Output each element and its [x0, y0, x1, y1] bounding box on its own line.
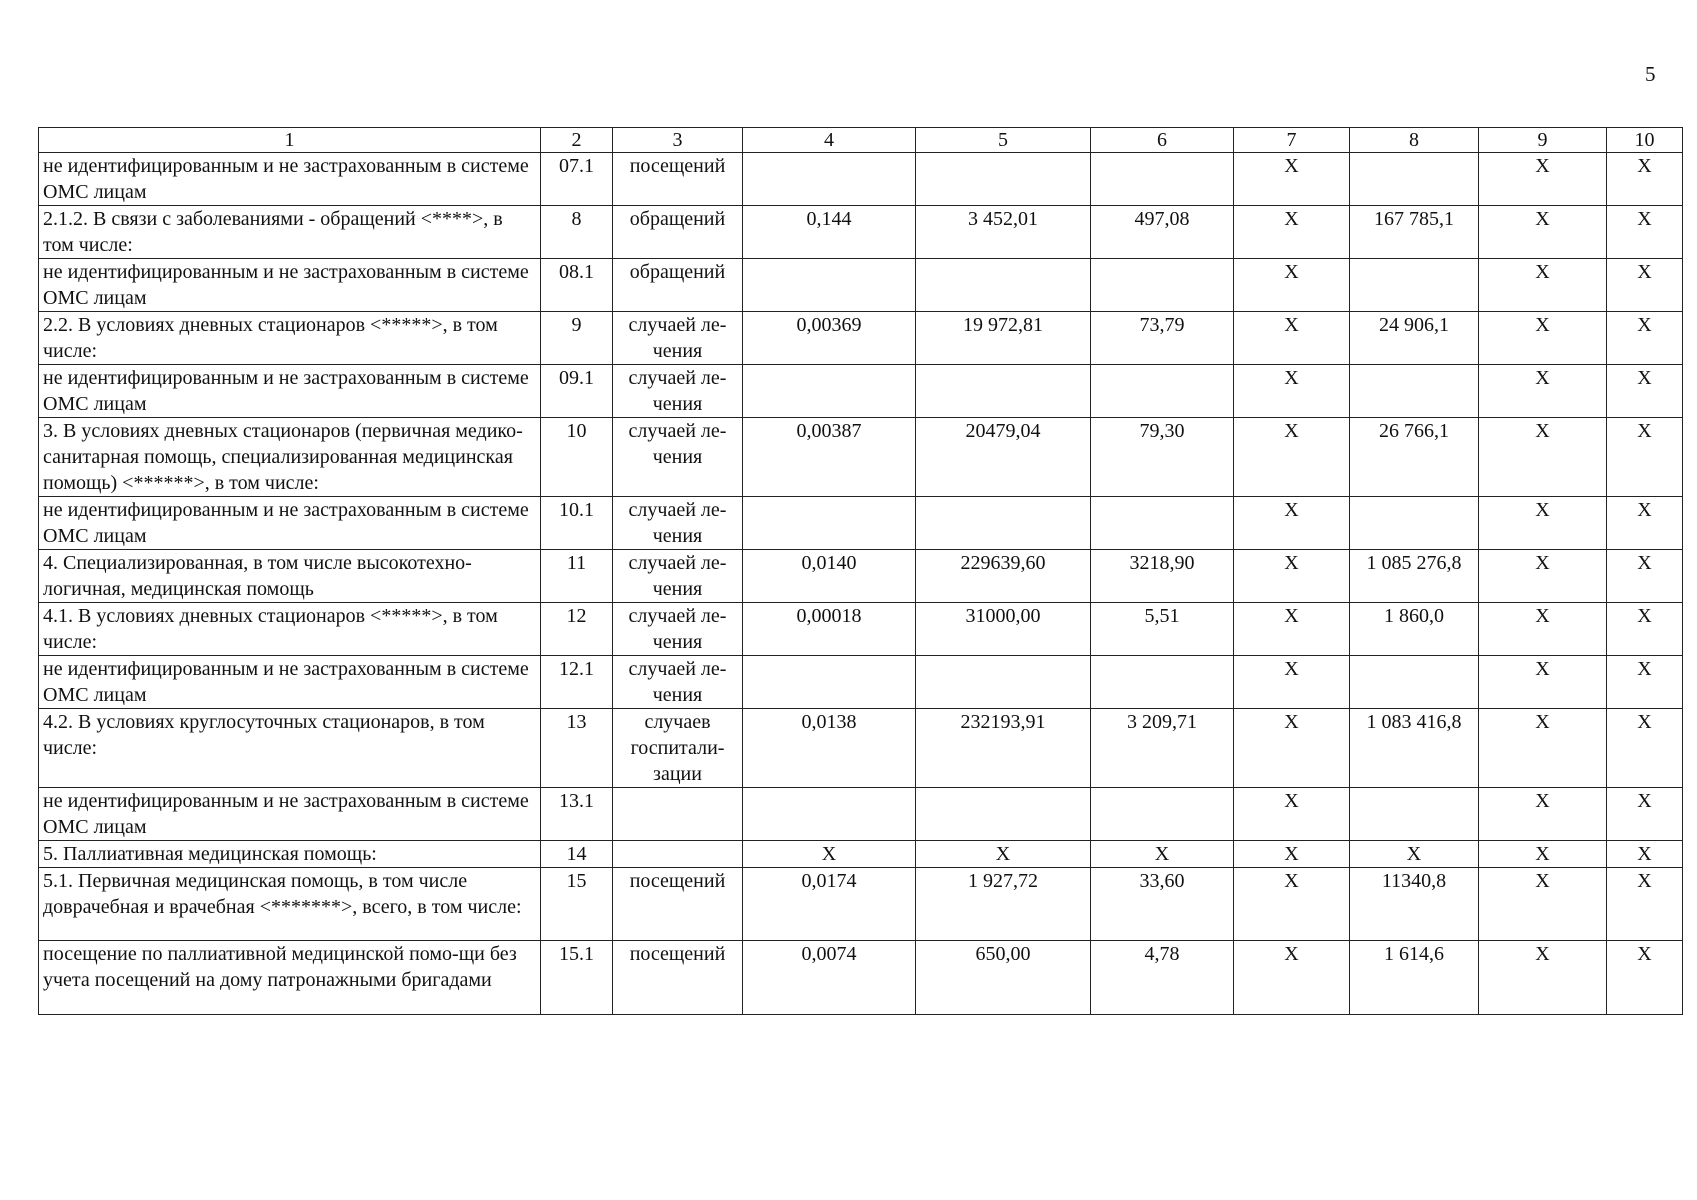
unit: случаей ле-чения: [613, 418, 743, 497]
table-row: [39, 868, 1683, 941]
unit: случаей ле-чения: [613, 365, 743, 418]
col7-value: X: [1234, 418, 1350, 497]
col9-value: X: [1479, 550, 1607, 603]
col6-value: [1091, 497, 1234, 550]
col5-value: [916, 656, 1091, 709]
col9-value: X: [1479, 418, 1607, 497]
indicator-name: не идентифицированным и не застрахованным в системе ОМС лицам: [39, 259, 541, 312]
col4-value: 0,144: [743, 206, 916, 259]
unit: посещений: [613, 868, 743, 941]
col6-value: 3218,90: [1091, 550, 1234, 603]
unit: случаей ле-чения: [613, 550, 743, 603]
row-code: 09.1: [541, 365, 613, 418]
indicator-name: 3. В условиях дневных стационаров (первичная медико-санитарная помощь, специализированная медицинская помощь) <******>, в том числе:: [39, 418, 541, 497]
unit: посещений: [613, 941, 743, 1015]
col10-value: X: [1607, 656, 1683, 709]
row-code: 12: [541, 603, 613, 656]
column-number-5: 5: [916, 128, 1091, 153]
col10-value: X: [1607, 206, 1683, 259]
indicator-name: 4.2. В условиях круглосуточных стационаров, в том числе:: [39, 709, 541, 788]
col9-value: X: [1479, 153, 1607, 206]
column-number-2: 2: [541, 128, 613, 153]
unit: обращений: [613, 259, 743, 312]
col5-value: 1 927,72: [916, 868, 1091, 941]
col7-value: X: [1234, 206, 1350, 259]
table-row: [39, 365, 1683, 418]
col7-value: X: [1234, 656, 1350, 709]
col9-value: X: [1479, 841, 1607, 868]
col10-value: X: [1607, 941, 1683, 1015]
col9-value: X: [1479, 656, 1607, 709]
unit: обращений: [613, 206, 743, 259]
col5-value: 20479,04: [916, 418, 1091, 497]
row-code: 9: [541, 312, 613, 365]
col6-value: 497,08: [1091, 206, 1234, 259]
col5-value: 232193,91: [916, 709, 1091, 788]
col7-value: X: [1234, 153, 1350, 206]
indicator-name: 2.1.2. В связи с заболеваниями - обращений <****>, в том числе:: [39, 206, 541, 259]
indicator-name: не идентифицированным и не застрахованным в системе ОМС лицам: [39, 497, 541, 550]
table-row: [39, 206, 1683, 259]
col5-value: 19 972,81: [916, 312, 1091, 365]
col6-value: [1091, 788, 1234, 841]
col7-value: X: [1234, 312, 1350, 365]
unit: [613, 788, 743, 841]
col5-value: [916, 497, 1091, 550]
page-number: 5: [1645, 62, 1656, 86]
col8-value: 1 085 276,8: [1350, 550, 1479, 603]
col9-value: X: [1479, 365, 1607, 418]
indicator-name: 2.2. В условиях дневных стационаров <*****>, в том числе:: [39, 312, 541, 365]
col6-value: [1091, 656, 1234, 709]
column-number-1: 1: [39, 128, 541, 153]
col8-value: [1350, 656, 1479, 709]
col6-value: 4,78: [1091, 941, 1234, 1015]
column-number-3: 3: [613, 128, 743, 153]
col7-value: X: [1234, 941, 1350, 1015]
unit: [613, 841, 743, 868]
col8-value: 24 906,1: [1350, 312, 1479, 365]
col8-value: 26 766,1: [1350, 418, 1479, 497]
col4-value: [743, 153, 916, 206]
row-code: 13.1: [541, 788, 613, 841]
table-row: [39, 603, 1683, 656]
col8-value: [1350, 497, 1479, 550]
col9-value: X: [1479, 259, 1607, 312]
col7-value: X: [1234, 788, 1350, 841]
col9-value: X: [1479, 709, 1607, 788]
row-code: 10.1: [541, 497, 613, 550]
column-number-9: 9: [1479, 128, 1607, 153]
col5-value: 3 452,01: [916, 206, 1091, 259]
col10-value: X: [1607, 153, 1683, 206]
col7-value: X: [1234, 841, 1350, 868]
row-code: 07.1: [541, 153, 613, 206]
col10-value: X: [1607, 259, 1683, 312]
column-number-6: 6: [1091, 128, 1234, 153]
col7-value: X: [1234, 709, 1350, 788]
column-number-10: 10: [1607, 128, 1683, 153]
col9-value: X: [1479, 868, 1607, 941]
row-code: 12.1: [541, 656, 613, 709]
col8-value: [1350, 788, 1479, 841]
col4-value: 0,0074: [743, 941, 916, 1015]
col7-value: X: [1234, 365, 1350, 418]
col5-value: [916, 365, 1091, 418]
col4-value: X: [743, 841, 916, 868]
table-row: [39, 841, 1683, 868]
table-row: [39, 550, 1683, 603]
col7-value: X: [1234, 259, 1350, 312]
col7-value: X: [1234, 603, 1350, 656]
col5-value: 650,00: [916, 941, 1091, 1015]
indicator-name: 5. Паллиативная медицинская помощь:: [39, 841, 541, 868]
table-row: [39, 312, 1683, 365]
indicator-name: посещение по паллиативной медицинской помо-щи без учета посещений на дому патронажными бригадами: [39, 941, 541, 1015]
unit: случаей ле-чения: [613, 312, 743, 365]
col10-value: X: [1607, 365, 1683, 418]
col4-value: 0,00369: [743, 312, 916, 365]
col10-value: X: [1607, 550, 1683, 603]
col4-value: 0,00018: [743, 603, 916, 656]
row-code: 10: [541, 418, 613, 497]
unit: случаей ле-чения: [613, 497, 743, 550]
row-code: 13: [541, 709, 613, 788]
col4-value: [743, 656, 916, 709]
col7-value: X: [1234, 550, 1350, 603]
column-number-row: [39, 128, 1683, 153]
indicator-name: не идентифицированным и не застрахованным в системе ОМС лицам: [39, 365, 541, 418]
indicator-name: 5.1. Первичная медицинская помощь, в том числе доврачебная и врачебная <*******>, всего, в том числе:: [39, 868, 541, 941]
col7-value: X: [1234, 868, 1350, 941]
unit: посещений: [613, 153, 743, 206]
col6-value: 5,51: [1091, 603, 1234, 656]
col8-value: [1350, 259, 1479, 312]
column-number-4: 4: [743, 128, 916, 153]
col4-value: 0,0174: [743, 868, 916, 941]
col4-value: [743, 365, 916, 418]
unit: случаей ле-чения: [613, 603, 743, 656]
col6-value: 79,30: [1091, 418, 1234, 497]
col8-value: 1 614,6: [1350, 941, 1479, 1015]
indicator-name: не идентифицированным и не застрахованным в системе ОМС лицам: [39, 656, 541, 709]
col5-value: 229639,60: [916, 550, 1091, 603]
col5-value: [916, 259, 1091, 312]
column-number-8: 8: [1350, 128, 1479, 153]
col4-value: [743, 259, 916, 312]
col9-value: X: [1479, 206, 1607, 259]
table-row: [39, 497, 1683, 550]
row-code: 15: [541, 868, 613, 941]
col5-value: X: [916, 841, 1091, 868]
unit: случаев госпитали-зации: [613, 709, 743, 788]
col6-value: [1091, 259, 1234, 312]
col4-value: [743, 497, 916, 550]
col5-value: [916, 153, 1091, 206]
col6-value: X: [1091, 841, 1234, 868]
col8-value: 1 083 416,8: [1350, 709, 1479, 788]
col8-value: 1 860,0: [1350, 603, 1479, 656]
column-number-7: 7: [1234, 128, 1350, 153]
col4-value: 0,0138: [743, 709, 916, 788]
col10-value: X: [1607, 497, 1683, 550]
col9-value: X: [1479, 788, 1607, 841]
row-code: 8: [541, 206, 613, 259]
indicator-name: 4.1. В условиях дневных стационаров <*****>, в том числе:: [39, 603, 541, 656]
table-row: [39, 941, 1683, 1015]
col6-value: 73,79: [1091, 312, 1234, 365]
col9-value: X: [1479, 312, 1607, 365]
col10-value: X: [1607, 868, 1683, 941]
col9-value: X: [1479, 603, 1607, 656]
table-row: [39, 418, 1683, 497]
row-code: 11: [541, 550, 613, 603]
col9-value: X: [1479, 941, 1607, 1015]
col4-value: [743, 788, 916, 841]
col8-value: 167 785,1: [1350, 206, 1479, 259]
col8-value: 11340,8: [1350, 868, 1479, 941]
col8-value: [1350, 365, 1479, 418]
table-row: [39, 788, 1683, 841]
unit: случаей ле-чения: [613, 656, 743, 709]
col8-value: X: [1350, 841, 1479, 868]
col10-value: X: [1607, 841, 1683, 868]
col10-value: X: [1607, 603, 1683, 656]
col10-value: X: [1607, 709, 1683, 788]
table-row: [39, 259, 1683, 312]
col7-value: X: [1234, 497, 1350, 550]
col6-value: [1091, 365, 1234, 418]
indicator-name: не идентифицированным и не застрахованным в системе ОМС лицам: [39, 788, 541, 841]
col10-value: X: [1607, 418, 1683, 497]
data-table: [38, 127, 1683, 1015]
col6-value: 33,60: [1091, 868, 1234, 941]
row-code: 14: [541, 841, 613, 868]
indicator-name: не идентифицированным и не застрахованным в системе ОМС лицам: [39, 153, 541, 206]
table-row: [39, 709, 1683, 788]
col8-value: [1350, 153, 1479, 206]
col5-value: 31000,00: [916, 603, 1091, 656]
col10-value: X: [1607, 312, 1683, 365]
row-code: 08.1: [541, 259, 613, 312]
indicator-name: 4. Специализированная, в том числе высокотехно-логичная, медицинская помощь: [39, 550, 541, 603]
table-row: [39, 656, 1683, 709]
col4-value: 0,00387: [743, 418, 916, 497]
col10-value: X: [1607, 788, 1683, 841]
col5-value: [916, 788, 1091, 841]
col4-value: 0,0140: [743, 550, 916, 603]
col6-value: [1091, 153, 1234, 206]
table-row: [39, 153, 1683, 206]
col6-value: 3 209,71: [1091, 709, 1234, 788]
row-code: 15.1: [541, 941, 613, 1015]
col9-value: X: [1479, 497, 1607, 550]
